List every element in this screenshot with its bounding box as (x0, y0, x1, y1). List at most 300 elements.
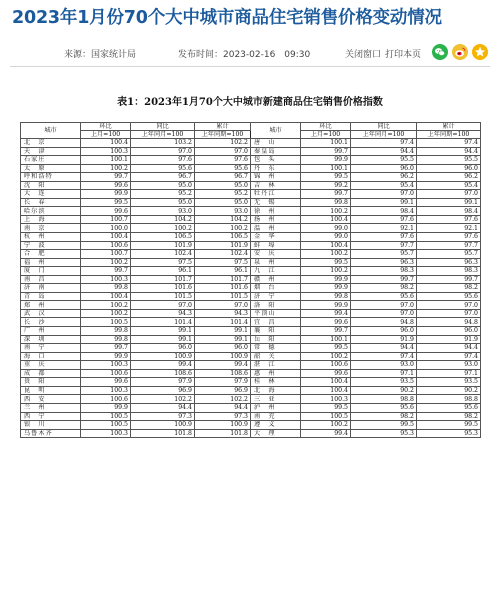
header-cum: 累计 (417, 123, 481, 131)
cell-mom-right: 99.7 (301, 327, 351, 336)
cell-city-right: 桂 林 (251, 378, 301, 387)
cell-cum-right: 94.4 (417, 344, 481, 353)
cell-yoy-left: 101.9 (131, 241, 195, 250)
cell-mom-left: 100.0 (81, 224, 131, 233)
cell-mom-left: 100.3 (81, 275, 131, 284)
cell-city-right: 烟 台 (251, 284, 301, 293)
cell-mom-left: 100.3 (81, 147, 131, 156)
cell-city-right: 韶 关 (251, 352, 301, 361)
table-row (21, 429, 481, 438)
cell-city-left: 兰 州 (21, 403, 81, 412)
cell-mom-left: 100.3 (81, 361, 131, 370)
cell-yoy-right: 97.6 (351, 233, 417, 242)
cell-mom-left: 100.3 (81, 386, 131, 395)
cell-mom-left: 99.8 (81, 327, 131, 336)
cell-yoy-left: 101.5 (131, 292, 195, 301)
cell-cum-right: 97.4 (417, 352, 481, 361)
table-row (21, 250, 481, 259)
cell-mom-left: 99.8 (81, 335, 131, 344)
cell-yoy-left: 99.1 (131, 335, 195, 344)
cell-yoy-left: 102.4 (131, 250, 195, 259)
cell-mom-right: 100.6 (301, 361, 351, 370)
table-row (21, 156, 481, 165)
print-page-link[interactable]: 打印本页 (385, 50, 422, 60)
cell-yoy-right: 97.6 (351, 215, 417, 224)
cell-mom-right: 100.1 (301, 164, 351, 173)
cell-city-right: 三 亚 (251, 395, 301, 404)
cell-mom-right: 99.8 (301, 292, 351, 301)
cell-yoy-right: 91.9 (351, 335, 417, 344)
cell-yoy-right: 95.5 (351, 156, 417, 165)
table-row (21, 233, 481, 242)
cell-yoy-left: 95.0 (131, 181, 195, 190)
table-row (21, 215, 481, 224)
cell-city-left: 厦 门 (21, 267, 81, 276)
table-row (21, 275, 481, 284)
weibo-icon[interactable] (452, 44, 468, 60)
close-window-link[interactable]: 关闭窗口 (345, 50, 382, 60)
cell-city-left: 武 汉 (21, 309, 81, 318)
cell-mom-left: 100.2 (81, 258, 131, 267)
cell-yoy-right: 98.2 (351, 412, 417, 421)
cell-mom-left: 99.7 (81, 267, 131, 276)
cell-mom-right: 100.2 (301, 207, 351, 216)
cell-cum-left: 97.6 (195, 156, 251, 165)
cell-yoy-left: 99.4 (131, 361, 195, 370)
cell-yoy-right: 97.4 (351, 352, 417, 361)
cell-cum-left: 100.9 (195, 421, 251, 430)
cell-yoy-right: 95.3 (351, 429, 417, 438)
cell-cum-left: 100.2 (195, 224, 251, 233)
cell-cum-right: 97.6 (417, 215, 481, 224)
cell-cum-left: 95.0 (195, 198, 251, 207)
table-row (21, 301, 481, 310)
cell-yoy-right: 92.1 (351, 224, 417, 233)
cell-yoy-right: 93.5 (351, 378, 417, 387)
cell-yoy-right: 97.0 (351, 190, 417, 199)
header-mom-base: 上月=100 (301, 131, 351, 139)
cell-cum-right: 98.3 (417, 267, 481, 276)
cell-mom-left: 99.9 (81, 403, 131, 412)
cell-cum-left: 99.4 (195, 361, 251, 370)
cell-city-left: 广 州 (21, 327, 81, 336)
cell-cum-left: 106.5 (195, 233, 251, 242)
cell-cum-left: 102.4 (195, 250, 251, 259)
table-row (21, 309, 481, 318)
cell-cum-right: 98.2 (417, 412, 481, 421)
table-row (21, 335, 481, 344)
cell-mom-left: 100.7 (81, 215, 131, 224)
cell-yoy-right: 96.0 (351, 327, 417, 336)
cell-cum-left: 101.8 (195, 429, 251, 438)
cell-city-left: 福 州 (21, 258, 81, 267)
cell-yoy-right: 90.2 (351, 386, 417, 395)
cell-mom-right: 99.2 (301, 181, 351, 190)
cell-city-right: 扬 州 (251, 215, 301, 224)
cell-city-left: 南 京 (21, 224, 81, 233)
cell-yoy-left: 96.9 (131, 386, 195, 395)
cell-city-right: 吉 林 (251, 181, 301, 190)
cell-city-left: 合 肥 (21, 250, 81, 259)
cell-city-left: 青 岛 (21, 292, 81, 301)
header-yoy-base: 上年同月=100 (351, 131, 417, 139)
cell-city-right: 济 宁 (251, 292, 301, 301)
header-mom: 环比 (81, 123, 131, 131)
table-row (21, 224, 481, 233)
table-row (21, 173, 481, 182)
cell-mom-right: 100.4 (301, 386, 351, 395)
cell-cum-left: 102.2 (195, 395, 251, 404)
cell-mom-right: 100.4 (301, 241, 351, 250)
cell-city-right: 平顶山 (251, 309, 301, 318)
cell-mom-right: 100.1 (301, 335, 351, 344)
cell-mom-left: 100.3 (81, 429, 131, 438)
cell-cum-left: 97.9 (195, 378, 251, 387)
cell-city-right: 九 江 (251, 267, 301, 276)
table-row (21, 207, 481, 216)
cell-yoy-right: 98.4 (351, 207, 417, 216)
cell-city-left: 长 沙 (21, 318, 81, 327)
cell-yoy-left: 95.6 (131, 164, 195, 173)
cell-yoy-right: 98.2 (351, 284, 417, 293)
cell-yoy-right: 97.7 (351, 241, 417, 250)
cell-yoy-left: 96.1 (131, 267, 195, 276)
publish-time: 发布时间：2023-02-16 09:30 (178, 50, 311, 60)
cell-yoy-left: 103.2 (131, 139, 195, 148)
cell-cum-left: 101.5 (195, 292, 251, 301)
cell-cum-left: 96.7 (195, 173, 251, 182)
cell-city-right: 大 理 (251, 429, 301, 438)
cell-mom-left: 99.7 (81, 344, 131, 353)
cell-mom-left: 100.1 (81, 156, 131, 165)
cell-city-right: 湛 江 (251, 361, 301, 370)
table-row (21, 421, 481, 430)
cell-city-left: 北 京 (21, 139, 81, 148)
cell-city-right: 赣 州 (251, 275, 301, 284)
cell-cum-left: 94.3 (195, 309, 251, 318)
cell-cum-left: 93.0 (195, 207, 251, 216)
cell-mom-right: 99.7 (301, 190, 351, 199)
cell-yoy-left: 94.4 (131, 403, 195, 412)
cell-mom-right: 100.4 (301, 215, 351, 224)
cell-cum-right: 93.0 (417, 361, 481, 370)
cell-city-right: 泸 州 (251, 403, 301, 412)
cell-mom-left: 100.4 (81, 292, 131, 301)
cell-city-left: 银 川 (21, 421, 81, 430)
cell-city-right: 安 庆 (251, 250, 301, 259)
cell-cum-right: 92.1 (417, 224, 481, 233)
cell-mom-right: 99.5 (301, 403, 351, 412)
cell-yoy-left: 102.2 (131, 395, 195, 404)
cell-yoy-left: 97.5 (131, 258, 195, 267)
cell-yoy-left: 93.0 (131, 207, 195, 216)
cell-mom-left: 100.2 (81, 164, 131, 173)
cell-city-right: 丹 东 (251, 164, 301, 173)
table-row (21, 284, 481, 293)
table-header-row (21, 123, 481, 131)
cell-city-left: 上 海 (21, 215, 81, 224)
table-row (21, 292, 481, 301)
cell-mom-left: 99.9 (81, 352, 131, 361)
cell-cum-left: 99.1 (195, 335, 251, 344)
cell-cum-right: 97.6 (417, 233, 481, 242)
cell-yoy-left: 95.2 (131, 190, 195, 199)
cell-mom-left: 100.5 (81, 412, 131, 421)
cell-mom-right: 99.4 (301, 429, 351, 438)
cell-cum-right: 96.0 (417, 164, 481, 173)
cell-city-left: 南 宁 (21, 344, 81, 353)
table-row (21, 403, 481, 412)
cell-yoy-right: 99.1 (351, 198, 417, 207)
cell-yoy-left: 97.9 (131, 378, 195, 387)
cell-city-left: 西 宁 (21, 412, 81, 421)
cell-mom-right: 99.5 (301, 344, 351, 353)
cell-city-left: 西 安 (21, 395, 81, 404)
cell-yoy-right: 95.7 (351, 250, 417, 259)
cell-yoy-right: 93.0 (351, 361, 417, 370)
cell-cum-right: 93.5 (417, 378, 481, 387)
cell-cum-right: 98.4 (417, 207, 481, 216)
cell-cum-right: 99.1 (417, 198, 481, 207)
cell-cum-left: 101.6 (195, 284, 251, 293)
cell-city-left: 贵 阳 (21, 378, 81, 387)
cell-city-left: 大 连 (21, 190, 81, 199)
cell-city-right: 泉 州 (251, 258, 301, 267)
cell-yoy-left: 97.0 (131, 147, 195, 156)
cell-cum-left: 108.6 (195, 369, 251, 378)
cell-city-left: 郑 州 (21, 301, 81, 310)
cell-yoy-left: 97.3 (131, 412, 195, 421)
cell-cum-right: 95.3 (417, 429, 481, 438)
cell-cum-left: 101.4 (195, 318, 251, 327)
cell-mom-left: 100.2 (81, 301, 131, 310)
cell-mom-right: 99.6 (301, 318, 351, 327)
cell-cum-right: 99.7 (417, 275, 481, 284)
cell-cum-left: 97.3 (195, 412, 251, 421)
cell-cum-left: 96.9 (195, 386, 251, 395)
cell-cum-right: 95.4 (417, 181, 481, 190)
table-row (21, 267, 481, 276)
cell-city-right: 锦 州 (251, 173, 301, 182)
cell-cum-right: 99.5 (417, 421, 481, 430)
cell-city-right: 洛 阳 (251, 301, 301, 310)
cell-mom-right: 99.5 (301, 173, 351, 182)
cell-cum-left: 99.1 (195, 327, 251, 336)
cell-city-right: 唐 山 (251, 139, 301, 148)
cell-mom-left: 100.2 (81, 309, 131, 318)
wechat-icon[interactable] (432, 44, 448, 60)
cell-yoy-right: 95.6 (351, 292, 417, 301)
cell-yoy-left: 97.0 (131, 301, 195, 310)
cell-mom-left: 100.6 (81, 369, 131, 378)
cell-mom-right: 100.4 (301, 378, 351, 387)
cell-cum-right: 98.2 (417, 284, 481, 293)
cell-mom-right: 99.0 (301, 224, 351, 233)
cell-mom-left: 99.7 (81, 173, 131, 182)
cell-cum-right: 95.7 (417, 250, 481, 259)
page-headline: 2023年1月份70个大中城市商品住宅销售价格变动情况 (12, 8, 442, 28)
cell-yoy-left: 101.7 (131, 275, 195, 284)
qzone-icon[interactable] (472, 44, 488, 60)
cell-city-right: 襄 阳 (251, 327, 301, 336)
cell-city-right: 无 锡 (251, 198, 301, 207)
cell-yoy-right: 98.8 (351, 395, 417, 404)
cell-city-right: 惠 州 (251, 369, 301, 378)
cell-cum-left: 95.0 (195, 181, 251, 190)
cell-city-right: 秦皇岛 (251, 147, 301, 156)
header-cum: 累计 (195, 123, 251, 131)
cell-cum-left: 101.9 (195, 241, 251, 250)
cell-cum-left: 96.1 (195, 267, 251, 276)
cell-mom-left: 100.5 (81, 421, 131, 430)
cell-yoy-right: 95.6 (351, 403, 417, 412)
cell-mom-right: 99.4 (301, 309, 351, 318)
cell-yoy-right: 94.4 (351, 147, 417, 156)
header-mom-base: 上月=100 (81, 131, 131, 139)
cell-cum-right: 97.1 (417, 369, 481, 378)
cell-yoy-right: 97.4 (351, 139, 417, 148)
cell-yoy-left: 99.1 (131, 327, 195, 336)
cell-cum-right: 94.4 (417, 147, 481, 156)
header-divider (10, 66, 490, 67)
cell-city-left: 深 圳 (21, 335, 81, 344)
cell-mom-right: 100.1 (301, 139, 351, 148)
cell-city-right: 遵 义 (251, 421, 301, 430)
table-row (21, 190, 481, 199)
cell-cum-right: 97.0 (417, 309, 481, 318)
cell-yoy-right: 97.0 (351, 309, 417, 318)
cell-yoy-right: 97.0 (351, 301, 417, 310)
cell-city-left: 宁 波 (21, 241, 81, 250)
cell-mom-left: 100.6 (81, 395, 131, 404)
cell-mom-left: 99.8 (81, 284, 131, 293)
cell-city-right: 南 充 (251, 412, 301, 421)
table-row (21, 378, 481, 387)
cell-mom-right: 99.5 (301, 258, 351, 267)
cell-cum-right: 96.3 (417, 258, 481, 267)
cell-cum-left: 101.7 (195, 275, 251, 284)
cell-cum-left: 97.0 (195, 301, 251, 310)
header-city: 城市 (21, 123, 81, 139)
cell-yoy-left: 108.6 (131, 369, 195, 378)
cell-cum-right: 95.5 (417, 156, 481, 165)
cell-mom-right: 99.9 (301, 284, 351, 293)
table-row (21, 369, 481, 378)
cell-cum-right: 95.6 (417, 403, 481, 412)
cell-city-right: 牡丹江 (251, 190, 301, 199)
cell-cum-left: 97.5 (195, 258, 251, 267)
cell-yoy-left: 101.6 (131, 284, 195, 293)
cell-mom-left: 100.4 (81, 233, 131, 242)
table-row (21, 318, 481, 327)
cell-city-left: 南 昌 (21, 275, 81, 284)
cell-city-right: 宜 昌 (251, 318, 301, 327)
cell-mom-left: 100.4 (81, 139, 131, 148)
cell-yoy-left: 97.6 (131, 156, 195, 165)
table-row (21, 164, 481, 173)
cell-city-left: 天 津 (21, 147, 81, 156)
table-row (21, 412, 481, 421)
cell-yoy-right: 96.2 (351, 173, 417, 182)
cell-city-right: 包 头 (251, 156, 301, 165)
cell-city-right: 温 州 (251, 224, 301, 233)
cell-city-left: 乌鲁木齐 (21, 429, 81, 438)
cell-mom-right: 99.0 (301, 233, 351, 242)
cell-yoy-left: 95.0 (131, 198, 195, 207)
table-row (21, 386, 481, 395)
cell-cum-right: 96.0 (417, 327, 481, 336)
cell-yoy-right: 94.4 (351, 344, 417, 353)
cell-mom-right: 100.2 (301, 421, 351, 430)
header-yoy-base: 上年同月=100 (131, 131, 195, 139)
cell-mom-left: 100.7 (81, 250, 131, 259)
table-row (21, 258, 481, 267)
table-row (21, 327, 481, 336)
cell-cum-right: 97.0 (417, 301, 481, 310)
table-row (21, 361, 481, 370)
cell-mom-right: 99.7 (301, 147, 351, 156)
cell-mom-right: 99.8 (301, 198, 351, 207)
cell-cum-left: 95.6 (195, 164, 251, 173)
cell-yoy-left: 100.9 (131, 421, 195, 430)
cell-mom-right: 100.3 (301, 395, 351, 404)
article-meta-bar (0, 44, 500, 60)
cell-cum-right: 91.9 (417, 335, 481, 344)
cell-cum-left: 100.9 (195, 352, 251, 361)
cell-city-left: 济 南 (21, 284, 81, 293)
header-yoy: 同比 (131, 123, 195, 131)
cell-yoy-left: 100.2 (131, 224, 195, 233)
cell-city-left: 杭 州 (21, 233, 81, 242)
source-label: 来源：国家统计局 (64, 50, 137, 60)
cell-cum-left: 104.2 (195, 215, 251, 224)
cell-mom-left: 99.6 (81, 181, 131, 190)
cell-yoy-left: 96.7 (131, 173, 195, 182)
cell-city-left: 长 春 (21, 198, 81, 207)
cell-cum-right: 96.2 (417, 173, 481, 182)
header-mom: 环比 (301, 123, 351, 131)
cell-yoy-left: 106.5 (131, 233, 195, 242)
cell-mom-left: 99.6 (81, 378, 131, 387)
cell-yoy-right: 95.4 (351, 181, 417, 190)
cell-mom-right: 100.2 (301, 250, 351, 259)
cell-yoy-right: 96.3 (351, 258, 417, 267)
table-row (21, 181, 481, 190)
cell-cum-right: 98.8 (417, 395, 481, 404)
cell-city-right: 徐 州 (251, 207, 301, 216)
header-cum-base: 上年同期=100 (195, 131, 251, 139)
cell-yoy-left: 96.0 (131, 344, 195, 353)
cell-city-left: 哈尔滨 (21, 207, 81, 216)
cell-city-left: 太 原 (21, 164, 81, 173)
cell-cum-left: 97.0 (195, 147, 251, 156)
header-cum-base: 上年同期=100 (417, 131, 481, 139)
cell-city-left: 昆 明 (21, 386, 81, 395)
cell-city-right: 金 华 (251, 233, 301, 242)
cell-cum-left: 102.2 (195, 139, 251, 148)
cell-mom-left: 99.9 (81, 190, 131, 199)
cell-cum-right: 97.0 (417, 190, 481, 199)
table-title: 表1：2023年1月70个大中城市新建商品住宅销售价格指数 (117, 97, 383, 108)
cell-city-left: 海 口 (21, 352, 81, 361)
table-row (21, 198, 481, 207)
table-row (21, 395, 481, 404)
cell-yoy-right: 98.3 (351, 267, 417, 276)
cell-city-right: 蚌 埠 (251, 241, 301, 250)
cell-mom-left: 100.5 (81, 318, 131, 327)
cell-yoy-left: 101.8 (131, 429, 195, 438)
cell-yoy-left: 100.9 (131, 352, 195, 361)
